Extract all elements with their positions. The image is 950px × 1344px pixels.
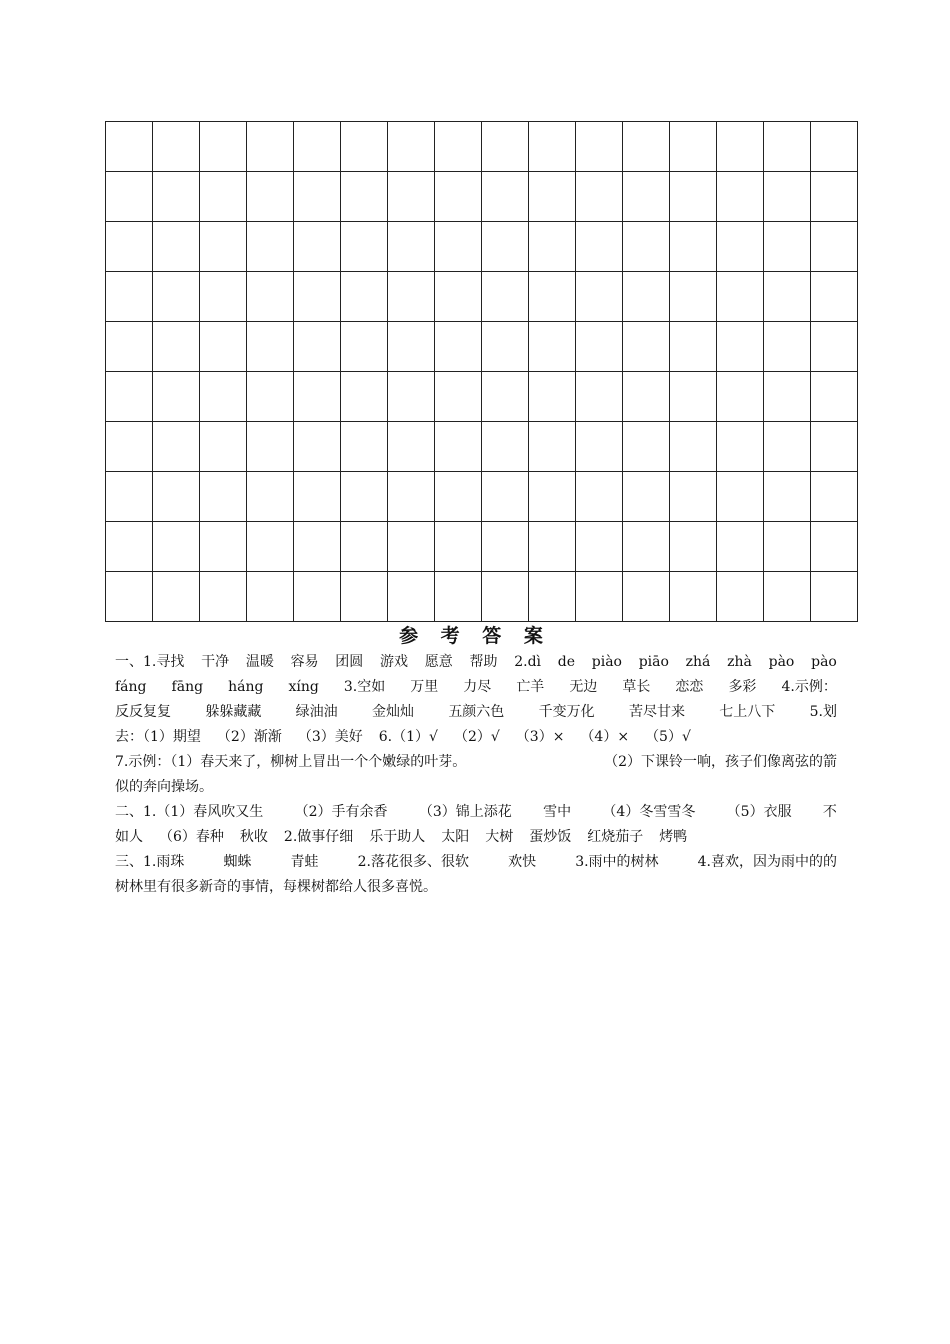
grid-cell bbox=[764, 322, 811, 372]
answer-segment: 愿意 bbox=[424, 654, 453, 670]
answer-segment: 雪中 bbox=[543, 804, 572, 820]
grid-cell bbox=[294, 522, 341, 572]
grid-cell bbox=[294, 472, 341, 522]
answer-segment: 2.做事仔细 bbox=[283, 829, 354, 845]
grid-cell bbox=[435, 272, 482, 322]
grid-cell bbox=[529, 572, 576, 622]
grid-cell bbox=[247, 322, 294, 372]
grid-cell bbox=[717, 122, 764, 172]
answer-segment: 欢快 bbox=[508, 854, 537, 870]
grid-row bbox=[106, 222, 858, 272]
answer-line bbox=[115, 750, 837, 775]
answer-segment: zhá bbox=[685, 654, 711, 670]
grid-cell bbox=[529, 122, 576, 172]
grid-cell bbox=[153, 272, 200, 322]
grid-cell bbox=[717, 222, 764, 272]
grid-cell bbox=[529, 522, 576, 572]
grid-cell bbox=[764, 472, 811, 522]
answer-segment: 太阳 bbox=[441, 829, 470, 845]
grid-row bbox=[106, 422, 858, 472]
grid-cell bbox=[764, 422, 811, 472]
grid-cell bbox=[294, 222, 341, 272]
grid-cell bbox=[200, 272, 247, 322]
answer-segment: （2）√ bbox=[453, 729, 500, 745]
grid-cell bbox=[247, 572, 294, 622]
answer-segment: 二、1.（1）春风吹又生 bbox=[115, 804, 264, 820]
grid-cell bbox=[388, 272, 435, 322]
grid-cell bbox=[388, 372, 435, 422]
grid-cell bbox=[388, 422, 435, 472]
answer-segment: xíng bbox=[288, 679, 319, 695]
grid-cell bbox=[811, 572, 858, 622]
grid-cell bbox=[811, 472, 858, 522]
answer-segment: 游戏 bbox=[380, 654, 409, 670]
writing-grid bbox=[105, 121, 858, 622]
answer-segment: háng bbox=[228, 679, 264, 695]
grid-cell bbox=[764, 122, 811, 172]
grid-cell bbox=[388, 172, 435, 222]
answer-key-body bbox=[115, 650, 837, 900]
grid-cell bbox=[294, 272, 341, 322]
answer-segment: （5）衣服 bbox=[726, 804, 792, 820]
grid-cell bbox=[576, 322, 623, 372]
grid-cell bbox=[388, 472, 435, 522]
grid-cell bbox=[764, 222, 811, 272]
grid-cell bbox=[435, 372, 482, 422]
grid-cell bbox=[576, 122, 623, 172]
answer-segment: 干净 bbox=[201, 654, 230, 670]
grid-cell bbox=[811, 272, 858, 322]
grid-cell bbox=[482, 572, 529, 622]
grid-cell bbox=[482, 222, 529, 272]
grid-cell bbox=[529, 272, 576, 322]
grid-cell bbox=[388, 522, 435, 572]
answer-segment: （3）× bbox=[515, 729, 565, 745]
answer-segment: fáng bbox=[115, 679, 147, 695]
grid-cell bbox=[623, 372, 670, 422]
grid-cell bbox=[623, 122, 670, 172]
grid-cell bbox=[200, 172, 247, 222]
answer-line bbox=[115, 875, 837, 900]
answer-segment: 4.喜欢，因为雨中的的 bbox=[697, 854, 837, 870]
grid-cell bbox=[576, 422, 623, 472]
answer-segment: 2.落花很多、很软 bbox=[357, 854, 469, 870]
grid-cell bbox=[200, 372, 247, 422]
answer-segment: 一、1.寻找 bbox=[115, 654, 185, 670]
answer-segment: 万里 bbox=[410, 679, 439, 695]
answer-segment: 蜘蛛 bbox=[223, 854, 252, 870]
grid-row bbox=[106, 472, 858, 522]
answer-segment: de bbox=[557, 654, 576, 670]
grid-cell bbox=[623, 422, 670, 472]
grid-cell bbox=[247, 522, 294, 572]
grid-cell bbox=[482, 372, 529, 422]
grid-cell bbox=[623, 522, 670, 572]
grid-cell bbox=[764, 572, 811, 622]
grid-cell bbox=[482, 322, 529, 372]
grid-cell bbox=[435, 572, 482, 622]
grid-cell bbox=[106, 322, 153, 372]
grid-cell bbox=[247, 222, 294, 272]
grid-cell bbox=[670, 172, 717, 222]
grid-cell bbox=[717, 322, 764, 372]
grid-cell bbox=[200, 472, 247, 522]
grid-cell bbox=[670, 222, 717, 272]
grid-cell bbox=[247, 422, 294, 472]
answer-segment: 乐于助人 bbox=[369, 829, 426, 845]
grid-cell bbox=[388, 222, 435, 272]
grid-cell bbox=[670, 322, 717, 372]
grid-cell bbox=[106, 372, 153, 422]
grid-cell bbox=[717, 522, 764, 572]
answer-segment: 千变万化 bbox=[538, 704, 595, 720]
answer-line bbox=[115, 650, 837, 675]
grid-cell bbox=[341, 572, 388, 622]
grid-cell bbox=[247, 272, 294, 322]
answer-segment: （2）手有余香 bbox=[294, 804, 388, 820]
grid-cell bbox=[576, 522, 623, 572]
grid-cell bbox=[811, 522, 858, 572]
grid-cell bbox=[576, 372, 623, 422]
grid-cell bbox=[576, 272, 623, 322]
grid-cell bbox=[670, 122, 717, 172]
answer-segment: （3）锦上添花 bbox=[418, 804, 512, 820]
grid-cell bbox=[576, 222, 623, 272]
answer-segment: 不 bbox=[822, 804, 837, 820]
answer-segment: 七上八下 bbox=[719, 704, 776, 720]
grid-row bbox=[106, 172, 858, 222]
grid-cell bbox=[623, 472, 670, 522]
grid-cell bbox=[717, 272, 764, 322]
grid-cell bbox=[623, 322, 670, 372]
answer-segment: 3.空如 bbox=[343, 679, 386, 695]
grid-cell bbox=[341, 222, 388, 272]
grid-cell bbox=[341, 472, 388, 522]
grid-cell bbox=[153, 122, 200, 172]
grid-cell bbox=[623, 272, 670, 322]
grid-cell bbox=[435, 522, 482, 572]
answer-segment: 红烧茄子 bbox=[587, 829, 644, 845]
answer-segment: piāo bbox=[638, 654, 669, 670]
grid-cell bbox=[247, 372, 294, 422]
answer-segment: zhà bbox=[727, 654, 752, 670]
grid-cell bbox=[482, 422, 529, 472]
answer-segment: （4）× bbox=[580, 729, 630, 745]
answer-segment: 大树 bbox=[485, 829, 514, 845]
grid-cell bbox=[529, 372, 576, 422]
grid-cell bbox=[529, 172, 576, 222]
answer-segment: 3.雨中的树林 bbox=[575, 854, 659, 870]
answer-segment: pào bbox=[811, 654, 837, 670]
grid-cell bbox=[200, 322, 247, 372]
grid-cell bbox=[670, 522, 717, 572]
grid-cell bbox=[341, 322, 388, 372]
grid-cell bbox=[341, 122, 388, 172]
answer-segment: 树林里有很多新奇的事情，每棵树都给人很多喜悦。 bbox=[115, 879, 437, 895]
grid-cell bbox=[247, 122, 294, 172]
grid-cell bbox=[670, 422, 717, 472]
grid-cell bbox=[200, 522, 247, 572]
answer-segment: 躲躲藏藏 bbox=[205, 704, 262, 720]
grid-cell bbox=[153, 172, 200, 222]
grid-cell bbox=[294, 572, 341, 622]
answer-segment: 三、1.雨珠 bbox=[115, 854, 185, 870]
grid-cell bbox=[811, 322, 858, 372]
grid-cell bbox=[435, 422, 482, 472]
grid-cell bbox=[341, 522, 388, 572]
answer-segment: 温暖 bbox=[245, 654, 274, 670]
grid-cell bbox=[106, 522, 153, 572]
answer-line bbox=[115, 850, 837, 875]
answer-segment: 7.示例：（1）春天来了，柳树上冒出一个个嫩绿的叶芽。 bbox=[115, 754, 467, 770]
grid-cell bbox=[106, 472, 153, 522]
grid-cell bbox=[294, 172, 341, 222]
grid-row bbox=[106, 372, 858, 422]
answer-segment: （2）渐渐 bbox=[216, 729, 282, 745]
grid-cell bbox=[529, 322, 576, 372]
answer-segment: 五颜六色 bbox=[448, 704, 505, 720]
grid-cell bbox=[435, 122, 482, 172]
grid-cell bbox=[529, 422, 576, 472]
grid-cell bbox=[153, 322, 200, 372]
grid-cell bbox=[247, 172, 294, 222]
grid-cell bbox=[200, 422, 247, 472]
answer-segment: （4）冬雪雪冬 bbox=[602, 804, 696, 820]
answer-segment: 反反复复 bbox=[115, 704, 171, 720]
grid-cell bbox=[717, 422, 764, 472]
grid-cell bbox=[811, 172, 858, 222]
grid-cell bbox=[106, 572, 153, 622]
answer-segment: 秋收 bbox=[239, 829, 268, 845]
grid-cell bbox=[341, 172, 388, 222]
grid-cell bbox=[200, 122, 247, 172]
answer-line bbox=[115, 675, 837, 700]
answer-segment: 亡羊 bbox=[516, 679, 545, 695]
grid-cell bbox=[247, 472, 294, 522]
grid-row bbox=[106, 322, 858, 372]
grid-cell bbox=[435, 472, 482, 522]
grid-cell bbox=[576, 172, 623, 222]
grid-cell bbox=[811, 122, 858, 172]
grid-row bbox=[106, 122, 858, 172]
grid-cell bbox=[435, 172, 482, 222]
grid-cell bbox=[388, 122, 435, 172]
answer-segment: 5.划 bbox=[809, 704, 837, 720]
grid-cell bbox=[529, 222, 576, 272]
answer-segment: 如人 bbox=[115, 829, 143, 845]
grid-cell bbox=[200, 222, 247, 272]
answer-segment: 2.dì bbox=[514, 654, 542, 670]
answer-key-title: 参 考 答 案 bbox=[399, 625, 551, 647]
grid-cell bbox=[482, 522, 529, 572]
grid-cell bbox=[153, 222, 200, 272]
grid-cell bbox=[200, 572, 247, 622]
grid-cell bbox=[106, 422, 153, 472]
grid-cell bbox=[482, 272, 529, 322]
answer-segment: 金灿灿 bbox=[371, 704, 414, 720]
grid-cell bbox=[153, 372, 200, 422]
grid-cell bbox=[388, 322, 435, 372]
answer-line bbox=[115, 725, 837, 750]
answer-segment: 容易 bbox=[290, 654, 319, 670]
grid-cell bbox=[717, 472, 764, 522]
answer-line bbox=[115, 800, 837, 825]
answer-segment: 绿油油 bbox=[295, 704, 338, 720]
answer-segment: 烤鸭 bbox=[659, 829, 688, 845]
answer-segment: （2）下课铃一响，孩子们像离弦的箭 bbox=[604, 754, 837, 770]
grid-cell bbox=[670, 372, 717, 422]
grid-cell bbox=[811, 422, 858, 472]
answer-segment: 去：（1）期望 bbox=[115, 729, 201, 745]
answer-segment: 苦尽甘来 bbox=[628, 704, 685, 720]
grid-cell bbox=[294, 372, 341, 422]
answer-segment: 4.示例： bbox=[781, 679, 837, 695]
grid-cell bbox=[106, 272, 153, 322]
grid-cell bbox=[482, 472, 529, 522]
grid-cell bbox=[106, 172, 153, 222]
answer-segment: 6.（1）√ bbox=[378, 729, 438, 745]
grid-cell bbox=[106, 122, 153, 172]
answer-segment: 无边 bbox=[569, 679, 598, 695]
answer-segment: 力尽 bbox=[463, 679, 492, 695]
grid-cell bbox=[623, 172, 670, 222]
grid-cell bbox=[435, 322, 482, 372]
grid-cell bbox=[153, 572, 200, 622]
grid-row bbox=[106, 572, 858, 622]
grid-cell bbox=[670, 572, 717, 622]
grid-cell bbox=[670, 272, 717, 322]
grid-cell bbox=[388, 572, 435, 622]
grid-cell bbox=[764, 522, 811, 572]
answer-segment: 帮助 bbox=[469, 654, 498, 670]
grid-cell bbox=[482, 172, 529, 222]
answer-segment: 蛋炒饭 bbox=[529, 829, 572, 845]
grid-cell bbox=[341, 422, 388, 472]
grid-cell bbox=[341, 372, 388, 422]
grid-cell bbox=[435, 222, 482, 272]
grid-cell bbox=[294, 422, 341, 472]
grid-cell bbox=[717, 572, 764, 622]
grid-cell bbox=[670, 472, 717, 522]
answer-segment: 青蛙 bbox=[290, 854, 319, 870]
grid-cell bbox=[153, 522, 200, 572]
grid-cell bbox=[717, 172, 764, 222]
grid-cell bbox=[623, 572, 670, 622]
grid-cell bbox=[811, 222, 858, 272]
answer-line bbox=[115, 775, 837, 800]
grid-cell bbox=[153, 472, 200, 522]
answer-segment: 团圆 bbox=[335, 654, 364, 670]
grid-cell bbox=[717, 372, 764, 422]
grid-cell bbox=[576, 472, 623, 522]
grid-cell bbox=[106, 222, 153, 272]
grid-cell bbox=[294, 322, 341, 372]
grid-cell bbox=[482, 122, 529, 172]
answer-line bbox=[115, 700, 837, 725]
grid-cell bbox=[576, 572, 623, 622]
answer-segment: （5）√ bbox=[645, 729, 691, 745]
grid-cell bbox=[811, 372, 858, 422]
grid-cell bbox=[529, 472, 576, 522]
grid-row bbox=[106, 272, 858, 322]
answer-segment: 多彩 bbox=[728, 679, 757, 695]
grid-cell bbox=[764, 372, 811, 422]
answer-segment: 似的奔向操场。 bbox=[115, 779, 213, 795]
grid-cell bbox=[294, 122, 341, 172]
answer-segment: 恋恋 bbox=[675, 679, 704, 695]
grid-cell bbox=[764, 272, 811, 322]
grid-cell bbox=[623, 222, 670, 272]
answer-segment: pào bbox=[768, 654, 795, 670]
answer-segment: （3）美好 bbox=[297, 729, 363, 745]
answer-segment: fāng bbox=[171, 679, 204, 695]
grid-cell bbox=[153, 422, 200, 472]
grid-cell bbox=[764, 172, 811, 222]
answer-segment: （6）春种 bbox=[159, 829, 224, 845]
grid-row bbox=[106, 522, 858, 572]
grid-cell bbox=[341, 272, 388, 322]
answer-line bbox=[115, 825, 837, 850]
answer-segment: piào bbox=[591, 654, 622, 670]
answer-segment: 草长 bbox=[622, 679, 651, 695]
